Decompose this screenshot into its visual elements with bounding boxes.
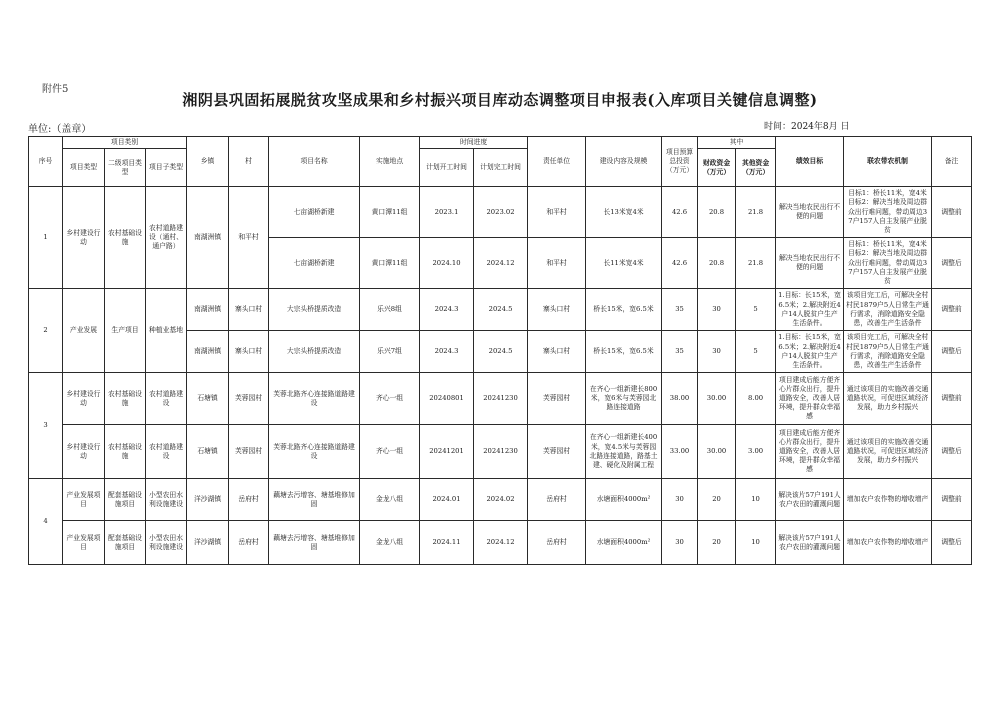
name-cell: 大宗头桥提质改造 (269, 331, 360, 373)
header-sub: 项目子类型 (146, 149, 187, 187)
budget-cell: 38.00 (662, 373, 698, 425)
document-title: 湘阴县巩固拓展脱贫攻坚成果和乡村振兴项目库动态调整项目申报表(入库项目关键信息调整) (182, 91, 818, 109)
unit-cell: 寨头口村 (528, 331, 586, 373)
type-cell: 产业发展 (63, 289, 105, 373)
header-seq: 序号 (29, 137, 63, 187)
unit-cell: 芙蓉园村 (528, 425, 586, 479)
header-among: 其中 (698, 137, 776, 149)
start-cell: 2024.11 (420, 521, 474, 565)
table-row (29, 187, 972, 238)
goal-cell: 项目建成后能方便齐心片群众出行，提升道路安全，改善人居环境，提升群众幸福感 (776, 373, 844, 425)
content-cell: 桥长15米，宽6.5米 (586, 289, 662, 331)
mechanism-cell: 该项目完工后，可解决全村村民1879户5人日常生产通行需求，消除道路安全隐患，改善生产生活条件 (844, 331, 932, 373)
end-cell: 2023.02 (474, 187, 528, 238)
name-cell: 七亩湖桥新建 (269, 238, 360, 289)
header-budget: 项目预算总投资（万元） (662, 137, 698, 187)
location-cell: 黄口潭11组 (360, 238, 420, 289)
header-mechanism: 联农带农机制 (844, 137, 932, 187)
type-cell: 乡村建设行动 (63, 425, 105, 479)
mechanism-cell: 目标1：桥长11米，宽4米目标2：解决当地及周边群众出行难问题，带动周边37户157人自主发展产业脱贫 (844, 238, 932, 289)
type-cell: 乡村建设行动 (63, 187, 105, 289)
header-name: 项目名称 (269, 137, 360, 187)
table-row (29, 289, 972, 331)
content-cell: 桥长15米，宽6.5米 (586, 331, 662, 373)
seq-cell: 4 (29, 479, 63, 565)
town-cell: 石塘镇 (187, 373, 229, 425)
village-cell: 寨头口村 (229, 331, 269, 373)
header-town: 乡镇 (187, 137, 229, 187)
sub2-cell: 配套基础设施项目 (105, 479, 146, 521)
sub-cell: 农村道路建设（通村、通户路） (146, 187, 187, 289)
unit-cell: 岳府村 (528, 521, 586, 565)
table-row (29, 479, 972, 521)
unit-cell: 寨头口村 (528, 289, 586, 331)
end-cell: 20241230 (474, 373, 528, 425)
header-end: 计划完工时间 (474, 149, 528, 187)
note-cell: 调整后 (932, 238, 972, 289)
note-cell: 调整后 (932, 521, 972, 565)
location-cell: 齐心一组 (360, 425, 420, 479)
village-cell: 岳府村 (229, 479, 269, 521)
start-cell: 2024.3 (420, 331, 474, 373)
location-cell: 乐兴8组 (360, 289, 420, 331)
goal-cell: 解决该片57户191人农户农田的灌溉问题 (776, 521, 844, 565)
type-cell: 乡村建设行动 (63, 373, 105, 425)
start-cell: 2024.10 (420, 238, 474, 289)
end-cell: 20241230 (474, 425, 528, 479)
sub2-cell: 农村基础设施 (105, 187, 146, 289)
budget-cell: 42.6 (662, 238, 698, 289)
goal-cell: 解决当地农民出行不便的问题 (776, 187, 844, 238)
header-location: 实施地点 (360, 137, 420, 187)
other-cell: 3.00 (736, 425, 776, 479)
header-start: 计划开工时间 (420, 149, 474, 187)
budget-cell: 35 (662, 289, 698, 331)
sub2-cell: 配套基础设施项目 (105, 521, 146, 565)
sub2-cell: 农村基础设施 (105, 425, 146, 479)
fiscal-cell: 20 (698, 479, 736, 521)
end-cell: 2024.12 (474, 521, 528, 565)
goal-cell: 1.目标：长15米，宽6.5米；2.解决附近4户14人脱贫户生产生活条件。 (776, 331, 844, 373)
sub2-cell: 农村基础设施 (105, 373, 146, 425)
start-cell: 2023.1 (420, 187, 474, 238)
content-cell: 水塘面积4000m² (586, 521, 662, 565)
note-cell: 调整后 (932, 331, 972, 373)
fiscal-cell: 30 (698, 289, 736, 331)
town-cell: 南湖洲镇 (187, 289, 229, 331)
note-cell: 调整前 (932, 373, 972, 425)
town-cell: 洋沙湖镇 (187, 521, 229, 565)
header-unit: 责任单位 (528, 137, 586, 187)
fiscal-cell: 30.00 (698, 373, 736, 425)
sub-cell: 农村道路建设 (146, 425, 187, 479)
town-cell: 南湖洲镇 (187, 187, 229, 289)
end-cell: 2024.12 (474, 238, 528, 289)
note-cell: 调整后 (932, 425, 972, 479)
location-cell: 黄口潭11组 (360, 187, 420, 238)
name-cell: 藕塘去污增容、塘基堆修加固 (269, 521, 360, 565)
mechanism-cell: 该项目完工后，可解决全村村民1879户5人日常生产通行需求，消除道路安全隐患，改善生产生活条件 (844, 289, 932, 331)
location-cell: 金龙八组 (360, 521, 420, 565)
unit-cell: 芙蓉园村 (528, 373, 586, 425)
mechanism-cell: 目标1：桥长11米，宽4米目标2：解决当地及周边群众出行难问题，带动周边37户157人自主发展产业脱贫 (844, 187, 932, 238)
sub-cell: 农村道路建设 (146, 373, 187, 425)
attachment-label: 附件5 (42, 84, 69, 95)
name-cell: 藕塘去污增容、塘基堆修加固 (269, 479, 360, 521)
time-label: 时间：2024年8月 日 (764, 122, 850, 132)
goal-cell: 解决该片57户191人农户农田的灌溉问题 (776, 479, 844, 521)
fiscal-cell: 30 (698, 331, 736, 373)
name-cell: 芙蓉北路齐心连接路道路建设 (269, 425, 360, 479)
header-sub2: 二级项目类型 (105, 149, 146, 187)
sub-cell: 小型农田水利设施建设 (146, 521, 187, 565)
budget-cell: 30 (662, 521, 698, 565)
location-cell: 金龙八组 (360, 479, 420, 521)
other-cell: 5 (736, 331, 776, 373)
village-cell: 芙蓉园村 (229, 425, 269, 479)
project-table (28, 136, 972, 565)
unit-cell: 和平村 (528, 238, 586, 289)
budget-cell: 33.00 (662, 425, 698, 479)
seq-cell: 3 (29, 373, 63, 479)
name-cell: 七亩湖桥新建 (269, 187, 360, 238)
village-cell: 芙蓉园村 (229, 373, 269, 425)
other-cell: 5 (736, 289, 776, 331)
location-cell: 齐心一组 (360, 373, 420, 425)
goal-cell: 解决当地农民出行不便的问题 (776, 238, 844, 289)
location-cell: 乐兴7组 (360, 331, 420, 373)
table-row (29, 425, 972, 479)
type-cell: 产业发展项目 (63, 521, 105, 565)
content-cell: 在齐心一组新建长800米，宽6米与芙蓉园北路连接道路 (586, 373, 662, 425)
header-type: 项目类型 (63, 149, 105, 187)
fiscal-cell: 20.8 (698, 238, 736, 289)
fiscal-cell: 20.8 (698, 187, 736, 238)
header-fiscal: 财政资金（万元） (698, 149, 736, 187)
unit-cell: 和平村 (528, 187, 586, 238)
fiscal-cell: 20 (698, 521, 736, 565)
header-other: 其他资金（万元） (736, 149, 776, 187)
village-cell: 寨头口村 (229, 289, 269, 331)
header-village: 村 (229, 137, 269, 187)
table-row (29, 373, 972, 425)
goal-cell: 项目建成后能方便齐心片群众出行，提升道路安全，改善人居环境，提升群众幸福感 (776, 425, 844, 479)
header-goal: 绩效目标 (776, 137, 844, 187)
note-cell: 调整前 (932, 187, 972, 238)
name-cell: 大宗头桥提质改造 (269, 289, 360, 331)
other-cell: 21.8 (736, 238, 776, 289)
name-cell: 芙蓉北路齐心连接路道路建设 (269, 373, 360, 425)
start-cell: 20241201 (420, 425, 474, 479)
end-cell: 2024.5 (474, 331, 528, 373)
budget-cell: 30 (662, 479, 698, 521)
goal-cell: 1.目标：长15米，宽6.5米；2.解决附近4户14人脱贫户生产生活条件。 (776, 289, 844, 331)
table-row (29, 521, 972, 565)
start-cell: 2024.01 (420, 479, 474, 521)
header-content: 建设内容及规模 (586, 137, 662, 187)
content-cell: 长11米宽4米 (586, 238, 662, 289)
content-cell: 长13米宽4米 (586, 187, 662, 238)
note-cell: 调整前 (932, 289, 972, 331)
budget-cell: 42.6 (662, 187, 698, 238)
start-cell: 2024.3 (420, 289, 474, 331)
sub2-cell: 生产项目 (105, 289, 146, 373)
note-cell: 调整前 (932, 479, 972, 521)
other-cell: 8.00 (736, 373, 776, 425)
type-cell: 产业发展项目 (63, 479, 105, 521)
header-note: 备注 (932, 137, 972, 187)
other-cell: 10 (736, 521, 776, 565)
end-cell: 2024.02 (474, 479, 528, 521)
town-cell: 石塘镇 (187, 425, 229, 479)
other-cell: 21.8 (736, 187, 776, 238)
mechanism-cell: 增加农户农作物的增收增产 (844, 479, 932, 521)
sub-cell: 种植业基地 (146, 289, 187, 373)
start-cell: 20240801 (420, 373, 474, 425)
town-cell: 洋沙湖镇 (187, 479, 229, 521)
fiscal-cell: 30.00 (698, 425, 736, 479)
budget-cell: 35 (662, 331, 698, 373)
end-cell: 2024.5 (474, 289, 528, 331)
village-cell: 和平村 (229, 187, 269, 289)
sub-cell: 小型农田水利设施建设 (146, 479, 187, 521)
header-category: 项目类别 (63, 137, 187, 149)
other-cell: 10 (736, 479, 776, 521)
unit-cell: 岳府村 (528, 479, 586, 521)
town-cell: 南湖洲镇 (187, 331, 229, 373)
content-cell: 水塘面积4000m² (586, 479, 662, 521)
seq-cell: 2 (29, 289, 63, 373)
header-schedule: 时间进度 (420, 137, 528, 149)
seq-cell: 1 (29, 187, 63, 289)
unit-label: 单位:（盖章） (28, 124, 92, 135)
village-cell: 岳府村 (229, 521, 269, 565)
content-cell: 在齐心一组新建长400米，宽4.5米与芙蓉园北路连接道路，路基土建、硬化及附属工程 (586, 425, 662, 479)
mechanism-cell: 通过该项目的实施改善交通道路状况，可促进区域经济发展，助力乡村振兴 (844, 425, 932, 479)
mechanism-cell: 增加农户农作物的增收增产 (844, 521, 932, 565)
mechanism-cell: 通过该项目的实施改善交通道路状况，可促进区域经济发展，助力乡村振兴 (844, 373, 932, 425)
